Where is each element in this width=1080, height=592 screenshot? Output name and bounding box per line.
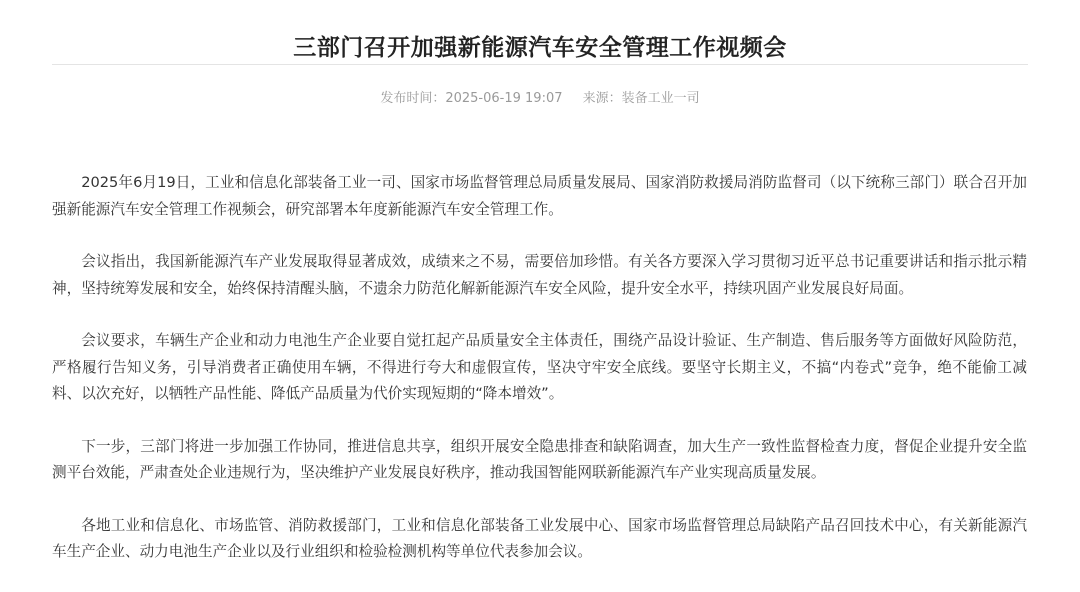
title-divider (52, 64, 1028, 65)
article-meta (52, 87, 1028, 107)
paragraph-5: 各地工业和信息化、市场监管、消防救援部门，工业和信息化部装备工业发展中心、国家市场监督管理总局缺陷产品召回技术中心，有关新能源汽车生产企业、动力电池生产企业以及行业组织和检验检测机构等单位代表参加会议。 (52, 516, 1027, 560)
source-label: 来源： (582, 91, 622, 106)
paragraph-2: 会议指出，我国新能源汽车产业发展取得显著成效，成绩来之不易，需要倍加珍惜。有关各方要深入学习贯彻习近平总书记重要讲话和指示批示精神，坚持统筹发展和安全，始终保持清醒头脑，不遗余力防范化解新能源汽车安全风险，提升安全水平，持续巩固产业发展良好局面。 (52, 253, 1027, 297)
publish-info (380, 91, 562, 106)
publish-time: 2025-06-19 19:07 (445, 91, 563, 106)
source-name: 装备工业一司 (621, 91, 700, 106)
paragraph-1: 2025年6月19日，工业和信息化部装备工业一司、国家市场监督管理总局质量发展局、国家消防救援局消防监督司（以下统称三部门）联合召开加强新能源汽车安全管理工作视频会，研究部署本年度新能源汽车安全管理工作。 (52, 174, 1027, 218)
paragraph-3: 会议要求，车辆生产企业和动力电池生产企业要自觉扛起产品质量安全主体责任，围绕产品设计验证、生产制造、售后服务等方面做好风险防范，严格履行告知义务，引导消费者正确使用车辆，不得进行夸大和虚假宣传，坚决守牢安全底线。要坚守长期主义，不搞“内卷式”竞争，绝不能偷工减料、以次充好，以牺牲产品性能、降低产品质量为代价实现短期的“降本增效”。 (52, 332, 1027, 402)
paragraph-4: 下一步，三部门将进一步加强工作协同，推进信息共享，组织开展安全隐患排查和缺陷调查，加大生产一致性监督检查力度，督促企业提升安全监测平台效能，严肃查处企业违规行为，坚决维护产业发展良好秩序，推动我国智能网联新能源汽车产业实现高质量发展。 (52, 437, 1027, 481)
publish-label: 发布时间： (380, 91, 446, 106)
article-body (52, 170, 1027, 592)
article-title: 三部门召开加强新能源汽车安全管理工作视频会 (293, 35, 787, 61)
source-info (583, 91, 700, 106)
